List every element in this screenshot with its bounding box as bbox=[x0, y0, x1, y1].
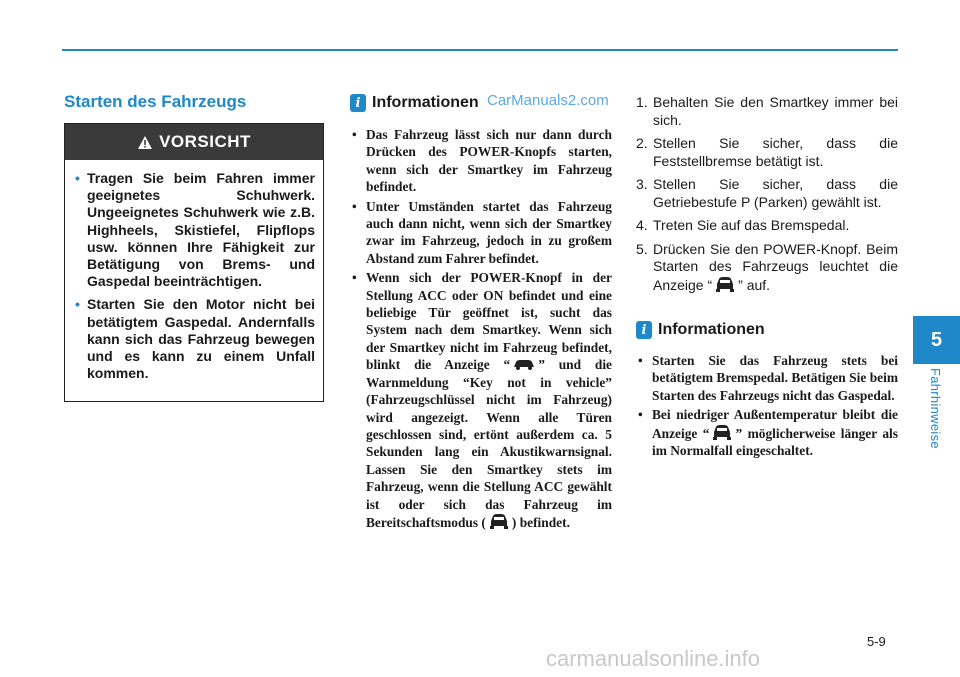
watermark-bottom: carmanualsonline.info bbox=[546, 646, 761, 671]
info-heading-1 bbox=[350, 94, 479, 112]
bullet-icon: • bbox=[75, 296, 80, 313]
step-item: 5. Drücken Sie den POWER-Knopf. Beim Starten des Fahrzeugs leuchtet die Anzeige “ ” auf. bbox=[636, 240, 898, 293]
chapter-tab: 5 bbox=[913, 316, 960, 364]
step-item: 4. Treten Sie auf das Bremspedal. bbox=[636, 217, 850, 233]
caution-box bbox=[64, 123, 324, 402]
info-icon: i bbox=[350, 94, 366, 112]
caution-header bbox=[65, 124, 323, 160]
info-heading-2 bbox=[636, 321, 765, 339]
info-item: • Wenn sich der POWER-Knopf in der Stellung ACC oder ON befindet und eine beliebige Tür geöffnet ist, sucht das System nach dem Smartkey. Wenn sich der Smartkey nicht im Fahrzeug befindet, blinkt die Anzeige “ ” und die Warnmeldung “Key not in vehicle” (Fahrzeugschlüssel nicht im Fahrzeug) wird angezeigt. Wenn alle Türen geschlossen sind, ertönt außerdem ca. 5 Sekunden lang ein Akustikwarnsignal. Lassen Sie den Smartkey stets im Fahrzeug, wenn die Stellung ACC gewählt ist oder sich das Fahrzeug im Bereitschaftsmodus ( ) befindet. bbox=[352, 270, 613, 530]
info-item: • Unter Umständen startet das Fahrzeug auch dann nicht, wenn sich der Smartkey zwar im Fahrzeug, jedoch in zu großem Abstand zum Fahrer befindet. bbox=[352, 198, 612, 266]
info-item: • Bei niedriger Außentemperatur bleibt die Anzeige “ ” möglicherweise länger als im Normalfall eingeschaltet. bbox=[638, 407, 898, 459]
bullet-icon: • bbox=[352, 127, 357, 142]
warning-triangle-icon bbox=[137, 135, 153, 150]
section-title: Starten des Fahrzeugs bbox=[64, 92, 247, 111]
info-icon: i bbox=[636, 321, 652, 339]
step-item: 1. Behalten Sie den Smartkey immer bei sich. bbox=[636, 94, 898, 128]
bullet-icon: • bbox=[352, 198, 357, 214]
ready-indicator-icon bbox=[711, 424, 733, 440]
page-number: 5-9 bbox=[867, 634, 886, 649]
chapter-label: Fahrhinweise bbox=[928, 368, 943, 449]
caution-list bbox=[65, 160, 323, 382]
bullet-icon: • bbox=[638, 407, 643, 423]
info-list-1 bbox=[350, 126, 612, 533]
info-heading-text: Informationen bbox=[658, 321, 765, 338]
info-item: • Starten Sie das Fahrzeug stets bei betätigtem Bremspedal. Betätigen Sie beim Starten des Fahrzeugs nicht das Gaspedal. bbox=[638, 353, 898, 403]
ready-indicator-icon bbox=[714, 276, 736, 292]
info-list-2 bbox=[636, 352, 898, 461]
bullet-icon: • bbox=[638, 353, 643, 368]
info-heading-text: Informationen bbox=[372, 94, 479, 111]
step-item: 3. Stellen Sie sicher, dass die Getriebestufe P (Parken) gewählt ist. bbox=[636, 176, 898, 210]
bullet-icon: • bbox=[75, 170, 80, 186]
ready-indicator-icon bbox=[488, 513, 510, 529]
key-not-in-vehicle-icon bbox=[512, 358, 536, 371]
caution-title: VORSICHT bbox=[159, 132, 251, 151]
start-steps bbox=[636, 94, 898, 300]
watermark-top: CarManuals2.com bbox=[487, 92, 609, 109]
caution-item: • Tragen Sie beim Fahren immer geeignetes Schuhwerk. Ungeeignetes Schuhwerk wie z.B. Highheels, Skistiefel, Flipflops usw. können Ihre Fähigkeit zur Betätigung von Brems- und Gaspedal beeinträchtigen. bbox=[75, 170, 315, 290]
top-rule bbox=[62, 49, 898, 51]
caution-item: • Starten Sie den Motor nicht bei betätigtem Gaspedal. Andernfalls kann sich das Fahrzeug bewegen und es kann zu einem Unfall kommen. bbox=[75, 296, 315, 382]
bullet-icon: • bbox=[352, 270, 357, 286]
step-item: 2. Stellen Sie sicher, dass die Feststellbremse betätigt ist. bbox=[636, 135, 898, 169]
info-item: • Das Fahrzeug lässt sich nur dann durch Drücken des POWER-Knopfs starten, wenn sich der Smartkey im Fahrzeug befindet. bbox=[352, 127, 612, 195]
